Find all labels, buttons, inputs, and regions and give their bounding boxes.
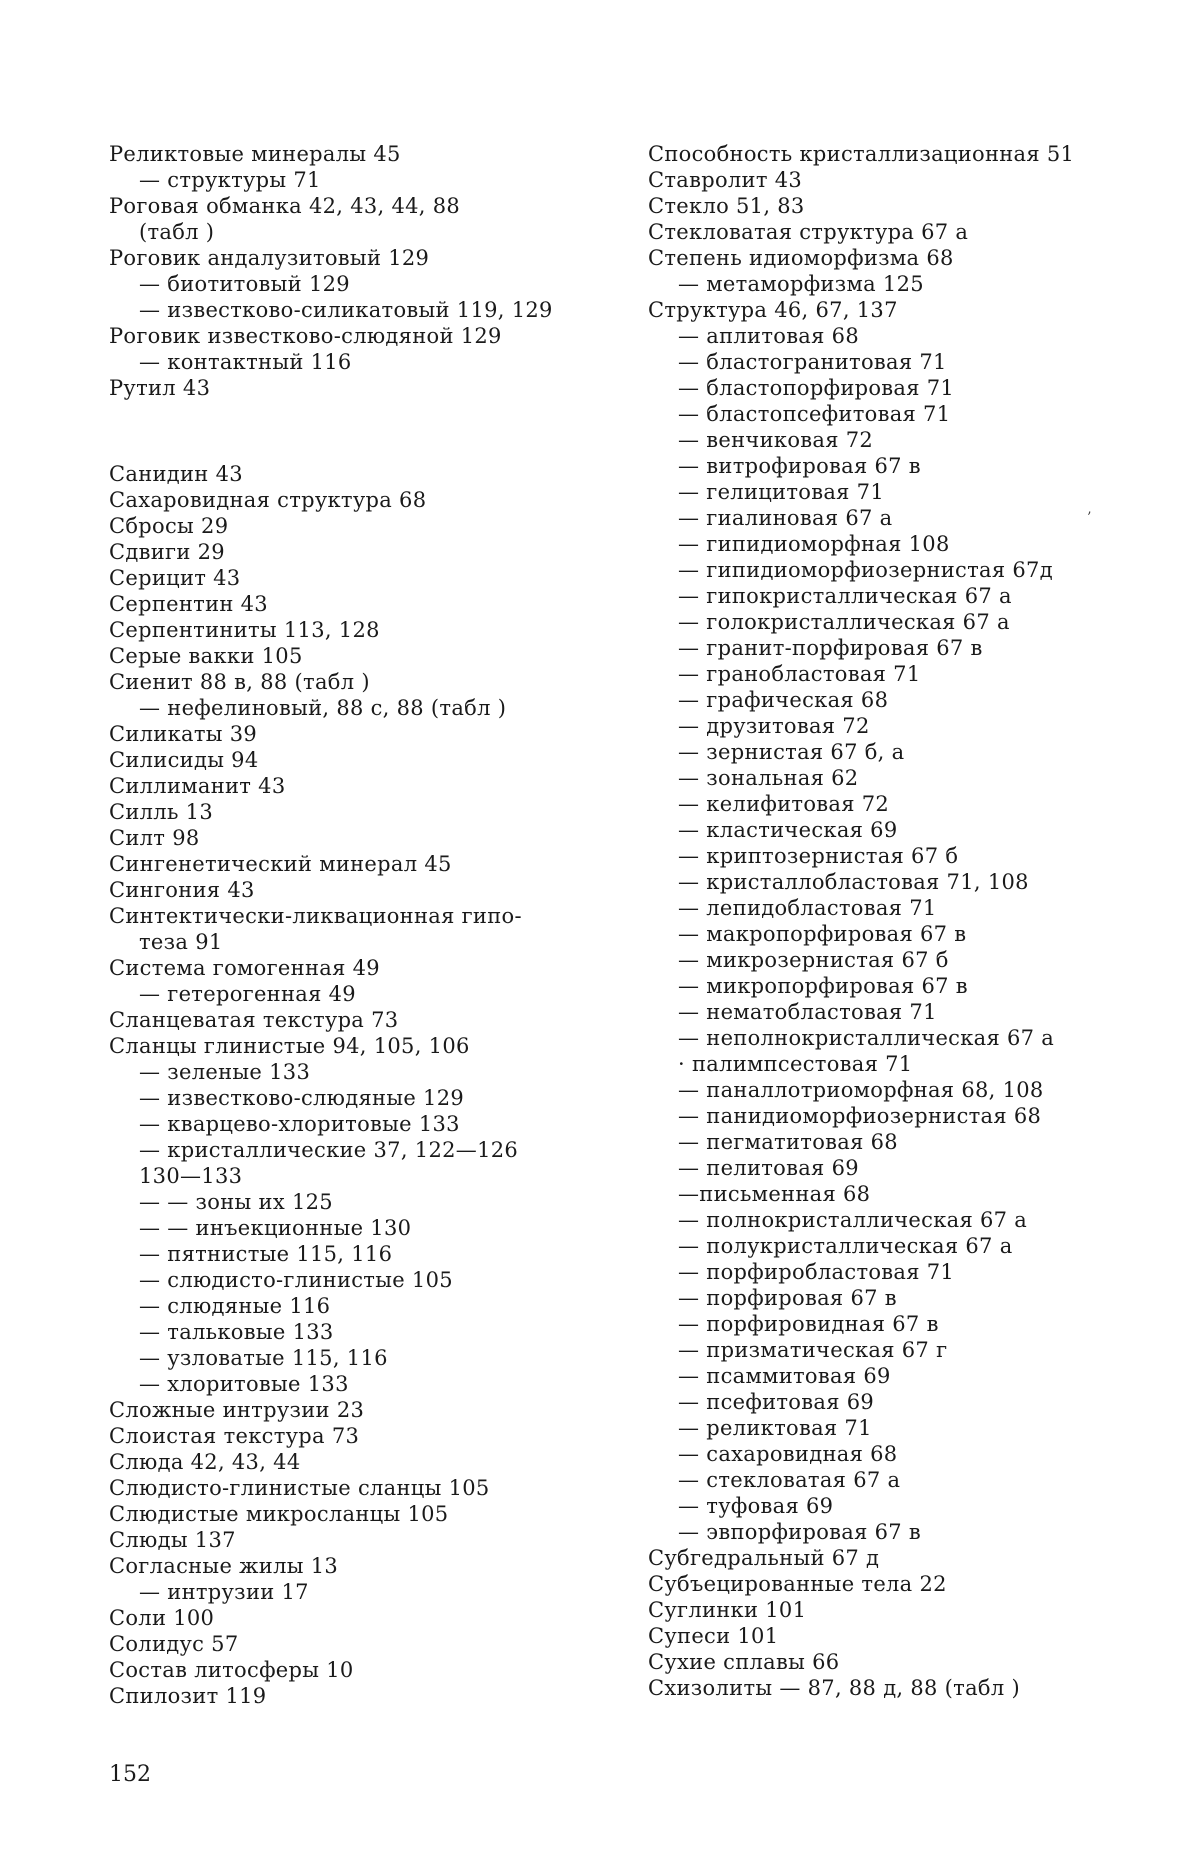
- index-subentry: — структуры 71: [139, 168, 321, 192]
- index-subentry: — гипидиоморфная 108: [678, 532, 950, 556]
- index-subentry: — пегматитовая 68: [678, 1130, 898, 1154]
- index-subentry: — друзитовая 72: [678, 714, 870, 738]
- index-subentry: — венчиковая 72: [678, 428, 874, 452]
- index-subentry: теза 91: [139, 930, 223, 954]
- index-entry: Роговая обманка 42, 43, 44, 88: [109, 194, 461, 218]
- index-entry: Супеси 101: [648, 1624, 779, 1648]
- page-number: 152: [109, 1762, 151, 1787]
- index-entry: Роговик андалузитовый 129: [109, 246, 430, 270]
- index-subentry: — гипидиоморфиозернистая 67д: [678, 558, 1053, 582]
- index-subentry: — гранит-порфировая 67 в: [678, 636, 983, 660]
- index-subentry: (табл ): [139, 220, 215, 244]
- index-entry: Силль 13: [109, 800, 213, 824]
- index-entry: Синтектически-ликвационная гипо-: [109, 904, 522, 928]
- index-entry: Стекло 51, 83: [648, 194, 805, 218]
- index-subentry: — голокристаллическая 67 а: [678, 610, 1010, 634]
- index-column-left: [109, 141, 579, 1709]
- index-subentry: — нематобластовая 71: [678, 1000, 937, 1024]
- index-block-s-continued: [648, 141, 1118, 1701]
- index-subentry: — туфовая 69: [678, 1494, 834, 1518]
- index-entry: Силлиманит 43: [109, 774, 286, 798]
- index-subentry: — неполнокристаллическая 67 а: [678, 1026, 1055, 1050]
- index-subentry: — биотитовый 129: [139, 272, 350, 296]
- index-entry: Стекловатая структура 67 а: [648, 220, 969, 244]
- index-entry: Солидус 57: [109, 1632, 239, 1656]
- index-entry: Сдвиги 29: [109, 540, 225, 564]
- index-entry: Слюдисто-глинистые сланцы 105: [109, 1476, 490, 1500]
- index-subentry: — стекловатая 67 а: [678, 1468, 901, 1492]
- index-entry: Сбросы 29: [109, 514, 229, 538]
- index-entry: Слюды 137: [109, 1528, 236, 1552]
- index-entry: Силикаты 39: [109, 722, 258, 746]
- index-subentry: — кристаллобластовая 71, 108: [678, 870, 1029, 894]
- index-entry: Сингенетический минерал 45: [109, 852, 452, 876]
- index-subentry: — зернистая 67 б, а: [678, 740, 905, 764]
- index-entry: Согласные жилы 13: [109, 1554, 339, 1578]
- index-subentry: — известково-силикатовый 119, 129: [139, 298, 553, 322]
- index-entry: Субъецированные тела 22: [648, 1572, 947, 1596]
- index-entry: Реликтовые минералы 45: [109, 142, 401, 166]
- index-entry: Слюда 42, 43, 44: [109, 1450, 301, 1474]
- index-subentry: — зональная 62: [678, 766, 859, 790]
- index-subentry: — известково-слюдяные 129: [139, 1086, 465, 1110]
- index-subentry: — паналлотриоморфная 68, 108: [678, 1078, 1044, 1102]
- index-entry: Способность кристаллизационная 51: [648, 142, 1075, 166]
- index-subentry: — интрузии 17: [139, 1580, 309, 1604]
- index-entry: Ставролит 43: [648, 168, 803, 192]
- index-subentry: — кластическая 69: [678, 818, 898, 842]
- index-subentry: — тальковые 133: [139, 1320, 334, 1344]
- index-entry: Состав литосферы 10: [109, 1658, 354, 1682]
- index-subentry: — криптозернистая 67 б: [678, 844, 959, 868]
- index-entry: Сланцеватая текстура 73: [109, 1008, 399, 1032]
- index-subentry: — панидиоморфиозернистая 68: [678, 1104, 1042, 1128]
- index-subentry: 130—133: [139, 1164, 243, 1188]
- index-subentry: — аплитовая 68: [678, 324, 859, 348]
- index-subentry: — гипокристаллическая 67 а: [678, 584, 1012, 608]
- index-entry: Рутил 43: [109, 376, 211, 400]
- index-subentry: — зеленые 133: [139, 1060, 311, 1084]
- index-subentry: — кристаллические 37, 122—126: [139, 1138, 519, 1162]
- index-subentry: —письменная 68: [678, 1182, 871, 1206]
- index-entry: Силт 98: [109, 826, 200, 850]
- index-subentry: — пятнистые 115, 116: [139, 1242, 393, 1266]
- index-entry: Серпентиниты 113, 128: [109, 618, 380, 642]
- index-subentry: — микрозернистая 67 б: [678, 948, 949, 972]
- index-entry: Схизолиты — 87, 88 д, 88 (табл ): [648, 1676, 1020, 1700]
- index-entry: Сланцы глинистые 94, 105, 106: [109, 1034, 470, 1058]
- index-subentry: — полнокристаллическая 67 а: [678, 1208, 1028, 1232]
- index-subentry: — эвпорфировая 67 в: [678, 1520, 922, 1544]
- index-subentry: — узловатые 115, 116: [139, 1346, 388, 1370]
- index-subentry: — порфировая 67 в: [678, 1286, 897, 1310]
- index-subentry: — макропорфировая 67 в: [678, 922, 967, 946]
- index-entry: Силисиды 94: [109, 748, 259, 772]
- index-subentry: — сахаровидная 68: [678, 1442, 898, 1466]
- index-entry: Субгедральный 67 д: [648, 1546, 880, 1570]
- index-subentry: — полукристаллическая 67 а: [678, 1234, 1013, 1258]
- index-subentry: — слюдяные 116: [139, 1294, 331, 1318]
- index-subentry: — призматическая 67 г: [678, 1338, 948, 1362]
- index-entry: Спилозит 119: [109, 1684, 267, 1708]
- index-subentry: — бластопсефитовая 71: [678, 402, 951, 426]
- index-subentry: — бластопорфировая 71: [678, 376, 955, 400]
- index-subentry: — келифитовая 72: [678, 792, 890, 816]
- index-subentry: — гиалиновая 67 а: [678, 506, 893, 530]
- index-entry: Суглинки 101: [648, 1598, 807, 1622]
- index-subentry: — псаммитовая 69: [678, 1364, 891, 1388]
- index-entry: Сингония 43: [109, 878, 255, 902]
- index-entry: Структура 46, 67, 137: [648, 298, 898, 322]
- index-subentry: — порфиробластовая 71: [678, 1260, 955, 1284]
- index-subentry: — гелицитовая 71: [678, 480, 884, 504]
- index-entry: Соли 100: [109, 1606, 215, 1630]
- index-subentry: — графическая 68: [678, 688, 889, 712]
- index-subentry: — микропорфировая 67 в: [678, 974, 968, 998]
- index-entry: Роговик известково-слюдяной 129: [109, 324, 502, 348]
- index-entry: Серпентин 43: [109, 592, 268, 616]
- index-subentry: — пелитовая 69: [678, 1156, 859, 1180]
- index-subentry: — гранобластовая 71: [678, 662, 921, 686]
- index-subentry: — псефитовая 69: [678, 1390, 875, 1414]
- index-subentry: — реликтовая 71: [678, 1416, 872, 1440]
- index-subentry: — — зоны их 125: [139, 1190, 333, 1214]
- index-column-right: [648, 141, 1118, 1701]
- index-entry: Санидин 43: [109, 462, 243, 486]
- index-subentry: — кварцево-хлоритовые 133: [139, 1112, 460, 1136]
- index-entry: Степень идиоморфизма 68: [648, 246, 954, 270]
- index-block-r: [109, 141, 579, 401]
- index-entry: Система гомогенная 49: [109, 956, 380, 980]
- index-subentry: — лепидобластовая 71: [678, 896, 937, 920]
- index-block-s: [109, 461, 579, 1709]
- index-subentry: — витрофировая 67 в: [678, 454, 921, 478]
- index-subentry: — контактный 116: [139, 350, 352, 374]
- index-entry: Серые вакки 105: [109, 644, 303, 668]
- letter-gap: [109, 401, 579, 461]
- index-subentry: — слюдисто-глинистые 105: [139, 1268, 453, 1292]
- index-entry: Сухие сплавы 66: [648, 1650, 840, 1674]
- index-entry: Сиенит 88 в, 88 (табл ): [109, 670, 370, 694]
- index-subentry: — хлоритовые 133: [139, 1372, 349, 1396]
- index-subentry: — метаморфизма 125: [678, 272, 924, 296]
- index-entry: Сложные интрузии 23: [109, 1398, 365, 1422]
- index-entry: Слоистая текстура 73: [109, 1424, 360, 1448]
- index-subentry: — бластогранитовая 71: [678, 350, 947, 374]
- index-subentry: · палимпсестовая 71: [678, 1052, 913, 1076]
- index-entry: Серицит 43: [109, 566, 241, 590]
- print-speck: ’: [1087, 510, 1092, 526]
- index-subentry: — порфировидная 67 в: [678, 1312, 939, 1336]
- index-entry: Слюдистые микросланцы 105: [109, 1502, 449, 1526]
- index-entry: Сахаровидная структура 68: [109, 488, 427, 512]
- index-subentry: — — инъекционные 130: [139, 1216, 412, 1240]
- index-subentry: — гетерогенная 49: [139, 982, 356, 1006]
- index-subentry: — нефелиновый, 88 с, 88 (табл ): [139, 696, 507, 720]
